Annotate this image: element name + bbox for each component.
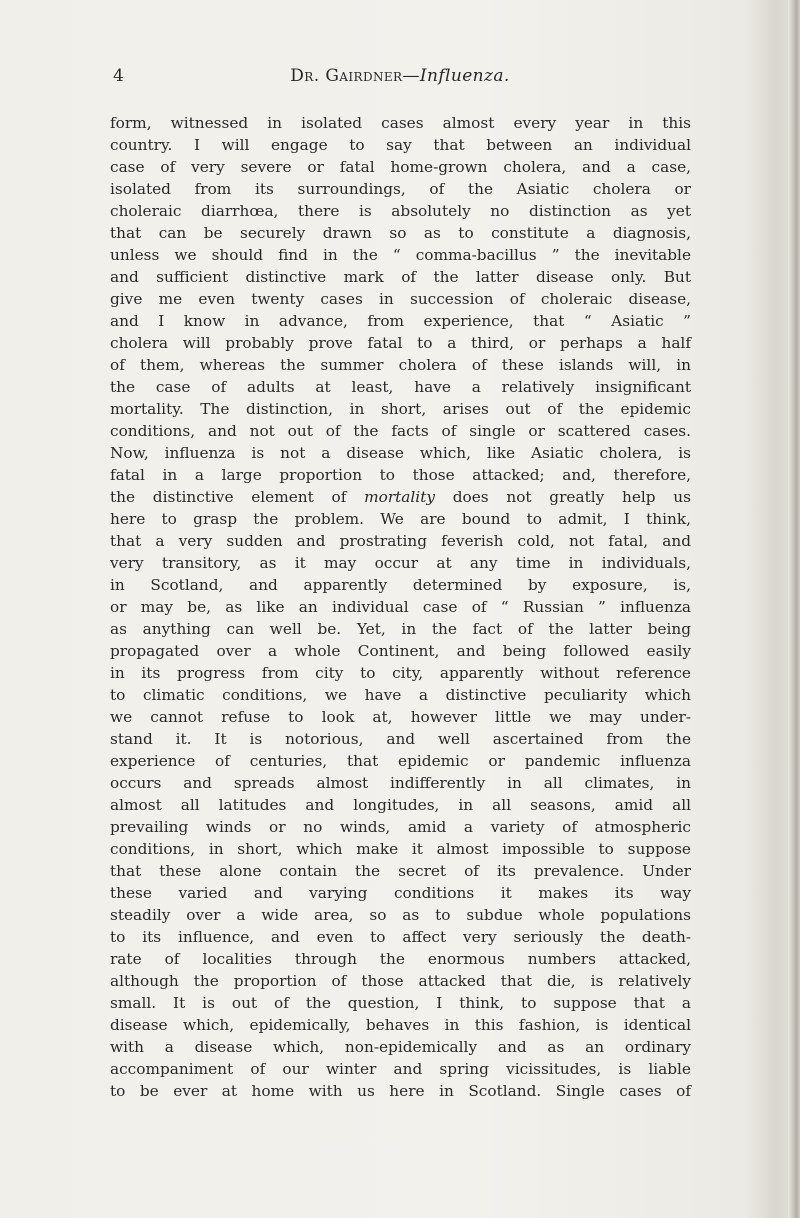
text-line-start: the distinctive element of [110,488,365,506]
text-line: in its progress from city to city, apparently without reference [110,664,691,682]
text-line: unless we should find in the “ comma-bacillus ” the inevitable [110,246,691,264]
text-line: in Scotland, and apparently determined by exposure, is, [110,576,691,594]
text-line: accompaniment of our winter and spring vicissitudes, is liable [110,1060,691,1078]
text-line: steadily over a wide area, so as to subdue whole populations [110,906,691,924]
text-line: and sufficient distinctive mark of the latter disease only. But [110,268,691,286]
running-head-title [0,66,800,86]
text-line: isolated from its surroundings, of the Asiatic cholera or [110,180,691,198]
text-line: to climatic conditions, we have a distinctive peculiarity which [110,686,691,704]
text-line: to its influence, and even to affect very seriously the death- [110,928,691,946]
text-line: that a very sudden and prostrating feverish cold, not fatal, and [110,532,691,550]
text-line: almost all latitudes and longitudes, in all seasons, amid all [110,796,691,814]
text-line: to be ever at home with us here in Scotland. Single cases of [110,1082,691,1100]
page-binding-edge [788,0,800,1218]
text-line: disease which, epidemically, behaves in this fashion, is identical [110,1016,691,1034]
text-line: cholera will probably prove fatal to a third, or perhaps a half [110,334,691,352]
text-line: as anything can well be. Yet, in the fact of the latter being [110,620,691,638]
text-line: give me even twenty cases in succession of choleraic disease, [110,290,691,308]
text-line: form, witnessed in isolated cases almost every year in this [110,114,691,132]
italic-emphasis: mortality [364,488,435,506]
text-line: small. It is out of the question, I think, to suppose that a [110,994,691,1012]
text-line: very transitory, as it may occur at any time in individuals, [110,554,691,572]
text-line: conditions, in short, which make it almost impossible to suppose [110,840,691,858]
text-line: these varied and varying conditions it makes its way [110,884,691,902]
text-line: that these alone contain the secret of its prevalence. Under [110,862,691,880]
running-head-author: Dr. Gairdner— [290,66,420,86]
running-header [0,66,800,90]
text-line: experience of centuries, that epidemic or pandemic influenza [110,752,691,770]
body-text [110,112,691,1102]
text-line: here to grasp the problem. We are bound to admit, I think, [110,510,691,528]
text-line: conditions, and not out of the facts of single or scattered cases. [110,422,691,440]
text-line: fatal in a large proportion to those attacked; and, therefore, [110,466,691,484]
text-line: occurs and spreads almost indifferently in all climates, in [110,774,691,792]
text-line: we cannot refuse to look at, however little we may under- [110,708,691,726]
text-line-with-italic [110,486,691,508]
page-number: 4 [113,66,125,86]
text-line: of them, whereas the summer cholera of these islands will, in [110,356,691,374]
text-line: although the proportion of those attacked that die, is relatively [110,972,691,990]
text-line: propagated over a whole Continent, and being followed easily [110,642,691,660]
text-line: mortality. The distinction, in short, arises out of the epidemic [110,400,691,418]
text-line-end: does not greatly help us [435,488,691,506]
text-line: or may be, as like an individual case of “ Russian ” influenza [110,598,691,616]
text-line: that can be securely drawn so as to constitute a diagnosis, [110,224,691,242]
running-head-subject: Influenza. [419,66,510,86]
text-line: with a disease which, non-epidemically and as an ordinary [110,1038,691,1056]
text-line: prevailing winds or no winds, amid a variety of atmospheric [110,818,691,836]
text-line: country. I will engage to say that between an individual [110,136,691,154]
text-line: case of very severe or fatal home-grown cholera, and a case, [110,158,691,176]
text-line: the case of adults at least, have a relatively insignificant [110,378,691,396]
text-line: rate of localities through the enormous numbers attacked, [110,950,691,968]
text-line: and I know in advance, from experience, that “ Asiatic ” [110,312,691,330]
text-line: Now, influenza is not a disease which, like Asiatic cholera, is [110,444,691,462]
text-line: choleraic diarrhœa, there is absolutely no distinction as yet [110,202,691,220]
text-line: stand it. It is notorious, and well ascertained from the [110,730,691,748]
